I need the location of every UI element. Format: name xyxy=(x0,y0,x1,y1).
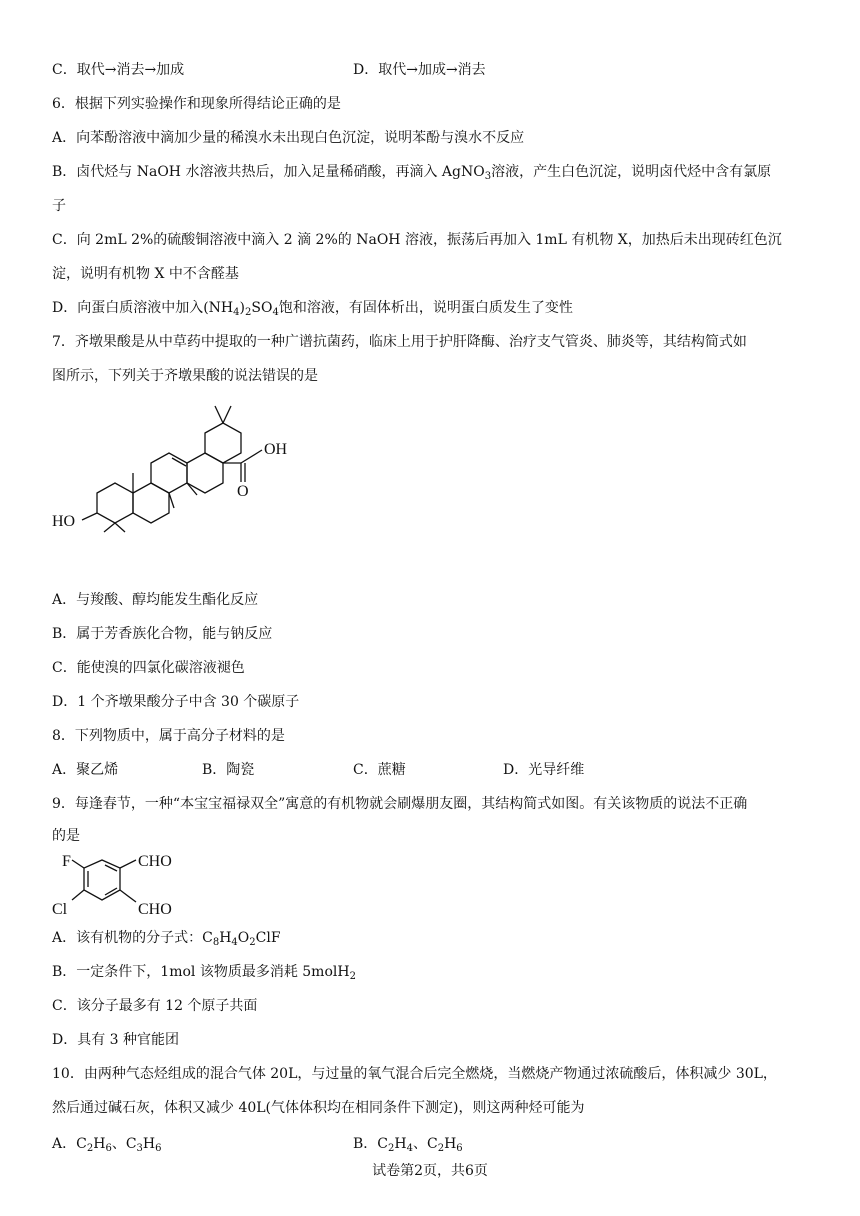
structure-label-o: O xyxy=(237,483,249,500)
q6-stem: 6．根据下列实验操作和现象所得结论正确的是 xyxy=(52,96,341,112)
q7-stem-cont: 图所示，下列关于齐墩果酸的说法错误的是 xyxy=(52,368,318,384)
q6-option-c-cont: 淀，说明有机物 X 中不含醛基 xyxy=(52,266,239,282)
q9-option-c: C．该分子最多有 12 个原子共面 xyxy=(52,998,258,1014)
structure-label-cho-bottom: CHO xyxy=(138,901,172,918)
q6-option-b: B．卤代烃与 NaOH 水溶液共热后，加入足量稀硝酸，再滴入 AgNO$_3$溶液，产生白色沉淀，说明卤代烃中含有氯原 xyxy=(52,164,772,182)
q9-option-a: A．该有机物的分子式：$C_8H_4O_2ClF$ xyxy=(52,930,281,948)
q7-stem: 7．齐墩果酸是从中草药中提取的一种广谱抗菌药，临床上用于护肝降酶、治疗支气管炎、肺炎等，其结构简式如 xyxy=(52,334,747,350)
q8-option-a: A．聚乙烯 xyxy=(52,762,119,778)
q8-option-d: D．光导纤维 xyxy=(503,762,585,778)
q5-option-d: D．取代→加成→消去 xyxy=(353,62,486,78)
q10-stem: 10．由两种气态烃组成的混合气体 20L，与过量的氧气混合后完全燃烧，当燃烧产物通过浓硫酸后，体积减少 30L， xyxy=(52,1066,777,1082)
structure-label-f: F xyxy=(62,853,71,870)
q7-option-a: A．与羧酸、醇均能发生酯化反应 xyxy=(52,592,259,608)
oleanolic-acid-structure xyxy=(50,392,320,542)
structure-label-oh: OH xyxy=(264,441,288,458)
q8-option-b: B．陶瓷 xyxy=(202,762,255,778)
q9-stem-cont: 的是 xyxy=(52,828,80,844)
structure-label-cl: Cl xyxy=(52,901,68,918)
page-footer: 试卷第2页，共6页 xyxy=(372,1163,488,1179)
structure-label-ho: HO xyxy=(52,513,76,530)
q9-option-d: D．具有 3 种官能团 xyxy=(52,1032,180,1048)
structure-label-cho-top: CHO xyxy=(138,853,172,870)
q6-option-b-cont: 子 xyxy=(52,198,66,214)
q8-stem: 8．下列物质中，属于高分子材料的是 xyxy=(52,728,285,744)
q6-option-c: C．向 2mL 2%的硫酸铜溶液中滴入 2 滴 2%的 NaOH 溶液，振荡后再加入 1mL 有机物 X，加热后未出现砖红色沉 xyxy=(52,232,782,248)
q9-stem: 9．每逢春节，一种“本宝宝福禄双全”寓意的有机物就会刷爆朋友圈，其结构简式如图。有关该物质的说法不正确 xyxy=(52,796,748,812)
q7-option-d: D．1 个齐墩果酸分子中含 30 个碳原子 xyxy=(52,694,300,710)
q10-stem-cont: 然后通过碱石灰，体积又减少 40L(气体体积均在相同条件下测定)，则这两种烃可能为 xyxy=(52,1100,585,1116)
q5-option-c: C．取代→消去→加成 xyxy=(52,62,185,78)
q7-option-c: C．能使溴的四氯化碳溶液褪色 xyxy=(52,660,245,676)
q10-option-a: A．$C_2H_6$、$C_3H_6$ xyxy=(52,1136,162,1154)
q9-option-b: B．一定条件下，1mol 该物质最多消耗 5molH$_2$ xyxy=(52,964,356,982)
q8-option-c: C．蔗糖 xyxy=(353,762,406,778)
difluoro-dialdehyde-structure xyxy=(50,848,190,920)
q7-option-b: B．属于芳香族化合物，能与钠反应 xyxy=(52,626,273,642)
q6-option-a: A．向苯酚溶液中滴加少量的稀溴水未出现白色沉淀，说明苯酚与溴水不反应 xyxy=(52,130,525,146)
q6-option-d: D．向蛋白质溶液中加入$(NH_4)_2SO_4$饱和溶液，有固体析出，说明蛋白质发生了变性 xyxy=(52,300,573,318)
q10-option-b: B．$C_2H_4$、$C_2H_6$ xyxy=(353,1136,463,1154)
